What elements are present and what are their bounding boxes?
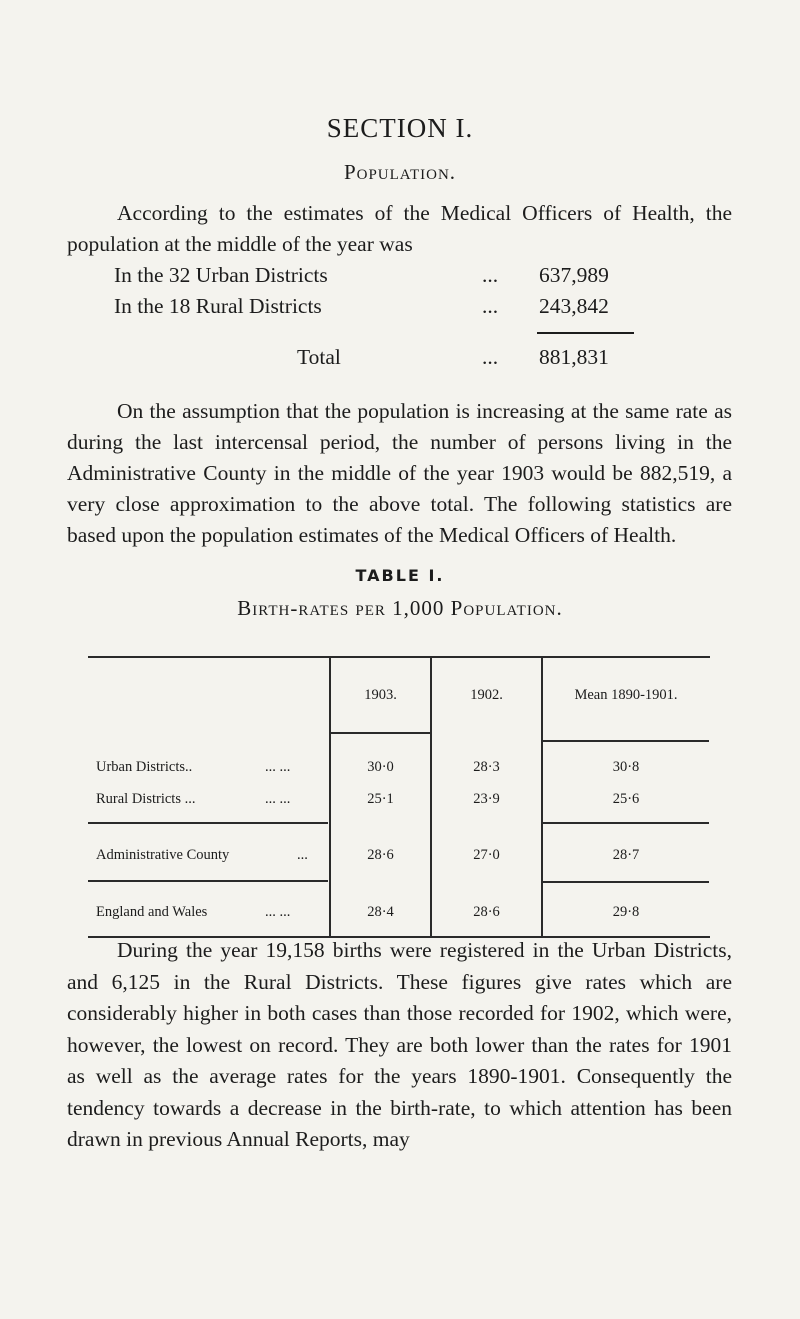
total-value: 881,831 [539, 345, 609, 369]
table-title: TABLE I. [355, 566, 445, 585]
cell-urban-1903: 30·0 [367, 759, 394, 775]
row-label-rural: Rural Districts ... [96, 791, 196, 807]
estimate-label: In the 32 Urban Districts [114, 263, 328, 287]
estimate-label: In the 18 Rural Districts [114, 294, 322, 318]
estimate-leader-dots: ... [482, 263, 499, 287]
table-subtitle: Birth-rates per 1,000 Population. [237, 596, 563, 620]
header-rule [542, 740, 709, 742]
row-leader-dots: ... ... [265, 904, 291, 920]
row-rule [542, 881, 709, 883]
cell-rural-1903: 25·1 [367, 791, 394, 807]
row-rule [88, 880, 328, 882]
cell-england-mean: 29·8 [612, 904, 640, 920]
row-leader-dots: ... ... [265, 791, 291, 807]
row-label-england-wales: England and Wales [96, 904, 208, 920]
row-rule [88, 822, 328, 824]
section-subtitle: Population. [343, 160, 457, 184]
column-header-mean: Mean 1890-1901. [574, 687, 678, 703]
cell-urban-mean: 30·8 [612, 759, 640, 775]
assumption-paragraph: On the assumption that the population is increasing at the same rate as during the last intercensal period, the number of persons living in the Administrative County in the middle of the year 1903 would be 882,519, a very close approximation to the above total. The following statistics are based upon the population estimates of the Medical Officers of Health. [67, 399, 732, 547]
estimate-value: 637,989 [539, 263, 609, 287]
total-rule [537, 332, 634, 334]
table-top-rule [88, 656, 710, 658]
estimate-value: 243,842 [539, 294, 609, 318]
cell-rural-mean: 25·6 [612, 791, 640, 807]
row-rule [542, 822, 709, 824]
intro-paragraph: According to the estimates of the Medical Officers of Health, the population at the middle of the year was [67, 201, 732, 256]
column-header-1902: 1902. [470, 687, 503, 703]
cell-england-1903: 28·4 [367, 904, 394, 920]
cell-england-1902: 28·6 [473, 904, 500, 920]
row-label-urban: Urban Districts.. [96, 759, 193, 775]
column-header-1903: 1903. [364, 687, 397, 703]
estimate-leader-dots: ... [482, 294, 499, 318]
row-leader-dots: ... [297, 847, 308, 863]
row-label-administrative-county: Administrative County [96, 847, 230, 863]
total-leader-dots: ... [482, 345, 499, 369]
header-rule [331, 732, 431, 734]
births-paragraph: During the year 19,158 births were registered in the Urban Districts, and 6,125 in the Rural Districts. These figures give rates which are considerably higher in both cases than those recorded for 1902, which were, however, the lowest on record. They are both lower than the rates for 1901 as well as the average rates for the years 1890-1901. Consequently the tendency towards a decrease in the birth-rate, to which attention has been drawn in previous Annual Reports, may [67, 938, 732, 1151]
cell-county-1902: 27·0 [473, 847, 500, 863]
cell-urban-1902: 28·3 [473, 759, 500, 775]
cell-rural-1902: 23·9 [473, 791, 500, 807]
cell-county-1903: 28·6 [367, 847, 394, 863]
cell-county-mean: 28·7 [612, 847, 640, 863]
section-title: SECTION I. [326, 113, 474, 143]
row-leader-dots: ... ... [265, 759, 291, 775]
total-label: Total [297, 345, 341, 369]
